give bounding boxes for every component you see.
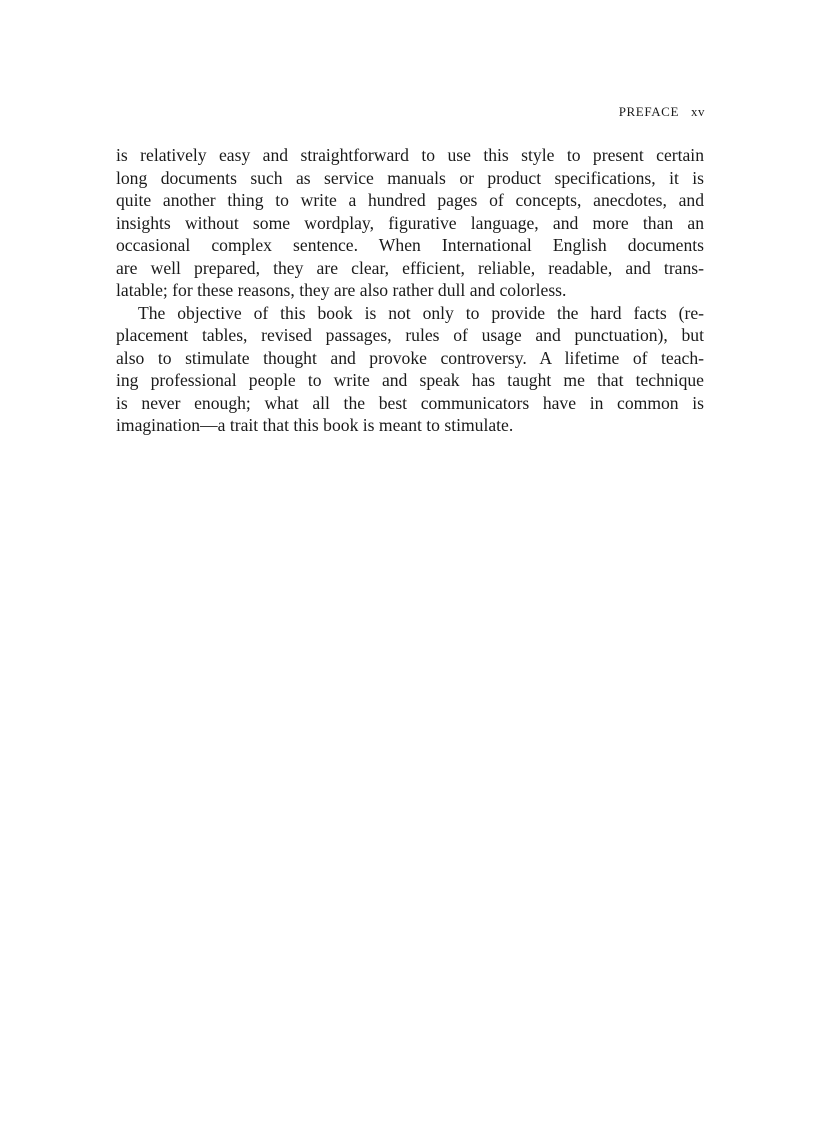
- text-line: long documents such as service manuals or product specifications, it is: [116, 167, 704, 188]
- text-line: insights without some wordplay, figurative language, and more than an: [116, 212, 704, 233]
- page-number: xv: [691, 104, 705, 119]
- body-text: [116, 144, 704, 437]
- section-title: PREFACE: [618, 104, 679, 119]
- text-line: The objective of this book is not only to provide the hard facts (re-: [138, 302, 704, 323]
- text-line: latable; for these reasons, they are also rather dull and colorless.: [116, 280, 567, 300]
- text-line: quite another thing to write a hundred pages of concepts, anecdotes, and: [116, 190, 704, 210]
- paragraph-2: [116, 302, 704, 437]
- text-line: are well prepared, they are clear, efficient, reliable, readable, and trans-: [116, 257, 704, 278]
- text-line: occasional complex sentence. When International English documents: [116, 235, 704, 255]
- text-line: ing professional people to write and speak has taught me that technique: [116, 370, 704, 390]
- running-head: [619, 104, 705, 120]
- text-line: is relatively easy and straightforward to use this style to present certain: [116, 145, 704, 165]
- text-line: also to stimulate thought and provoke controversy. A lifetime of teach-: [116, 347, 704, 368]
- text-line: is never enough; what all the best communicators have in common is: [116, 392, 704, 413]
- paragraph-1: [116, 144, 704, 302]
- text-line: imagination—a trait that this book is meant to stimulate.: [116, 415, 514, 435]
- text-line: placement tables, revised passages, rules of usage and punctuation), but: [116, 325, 704, 345]
